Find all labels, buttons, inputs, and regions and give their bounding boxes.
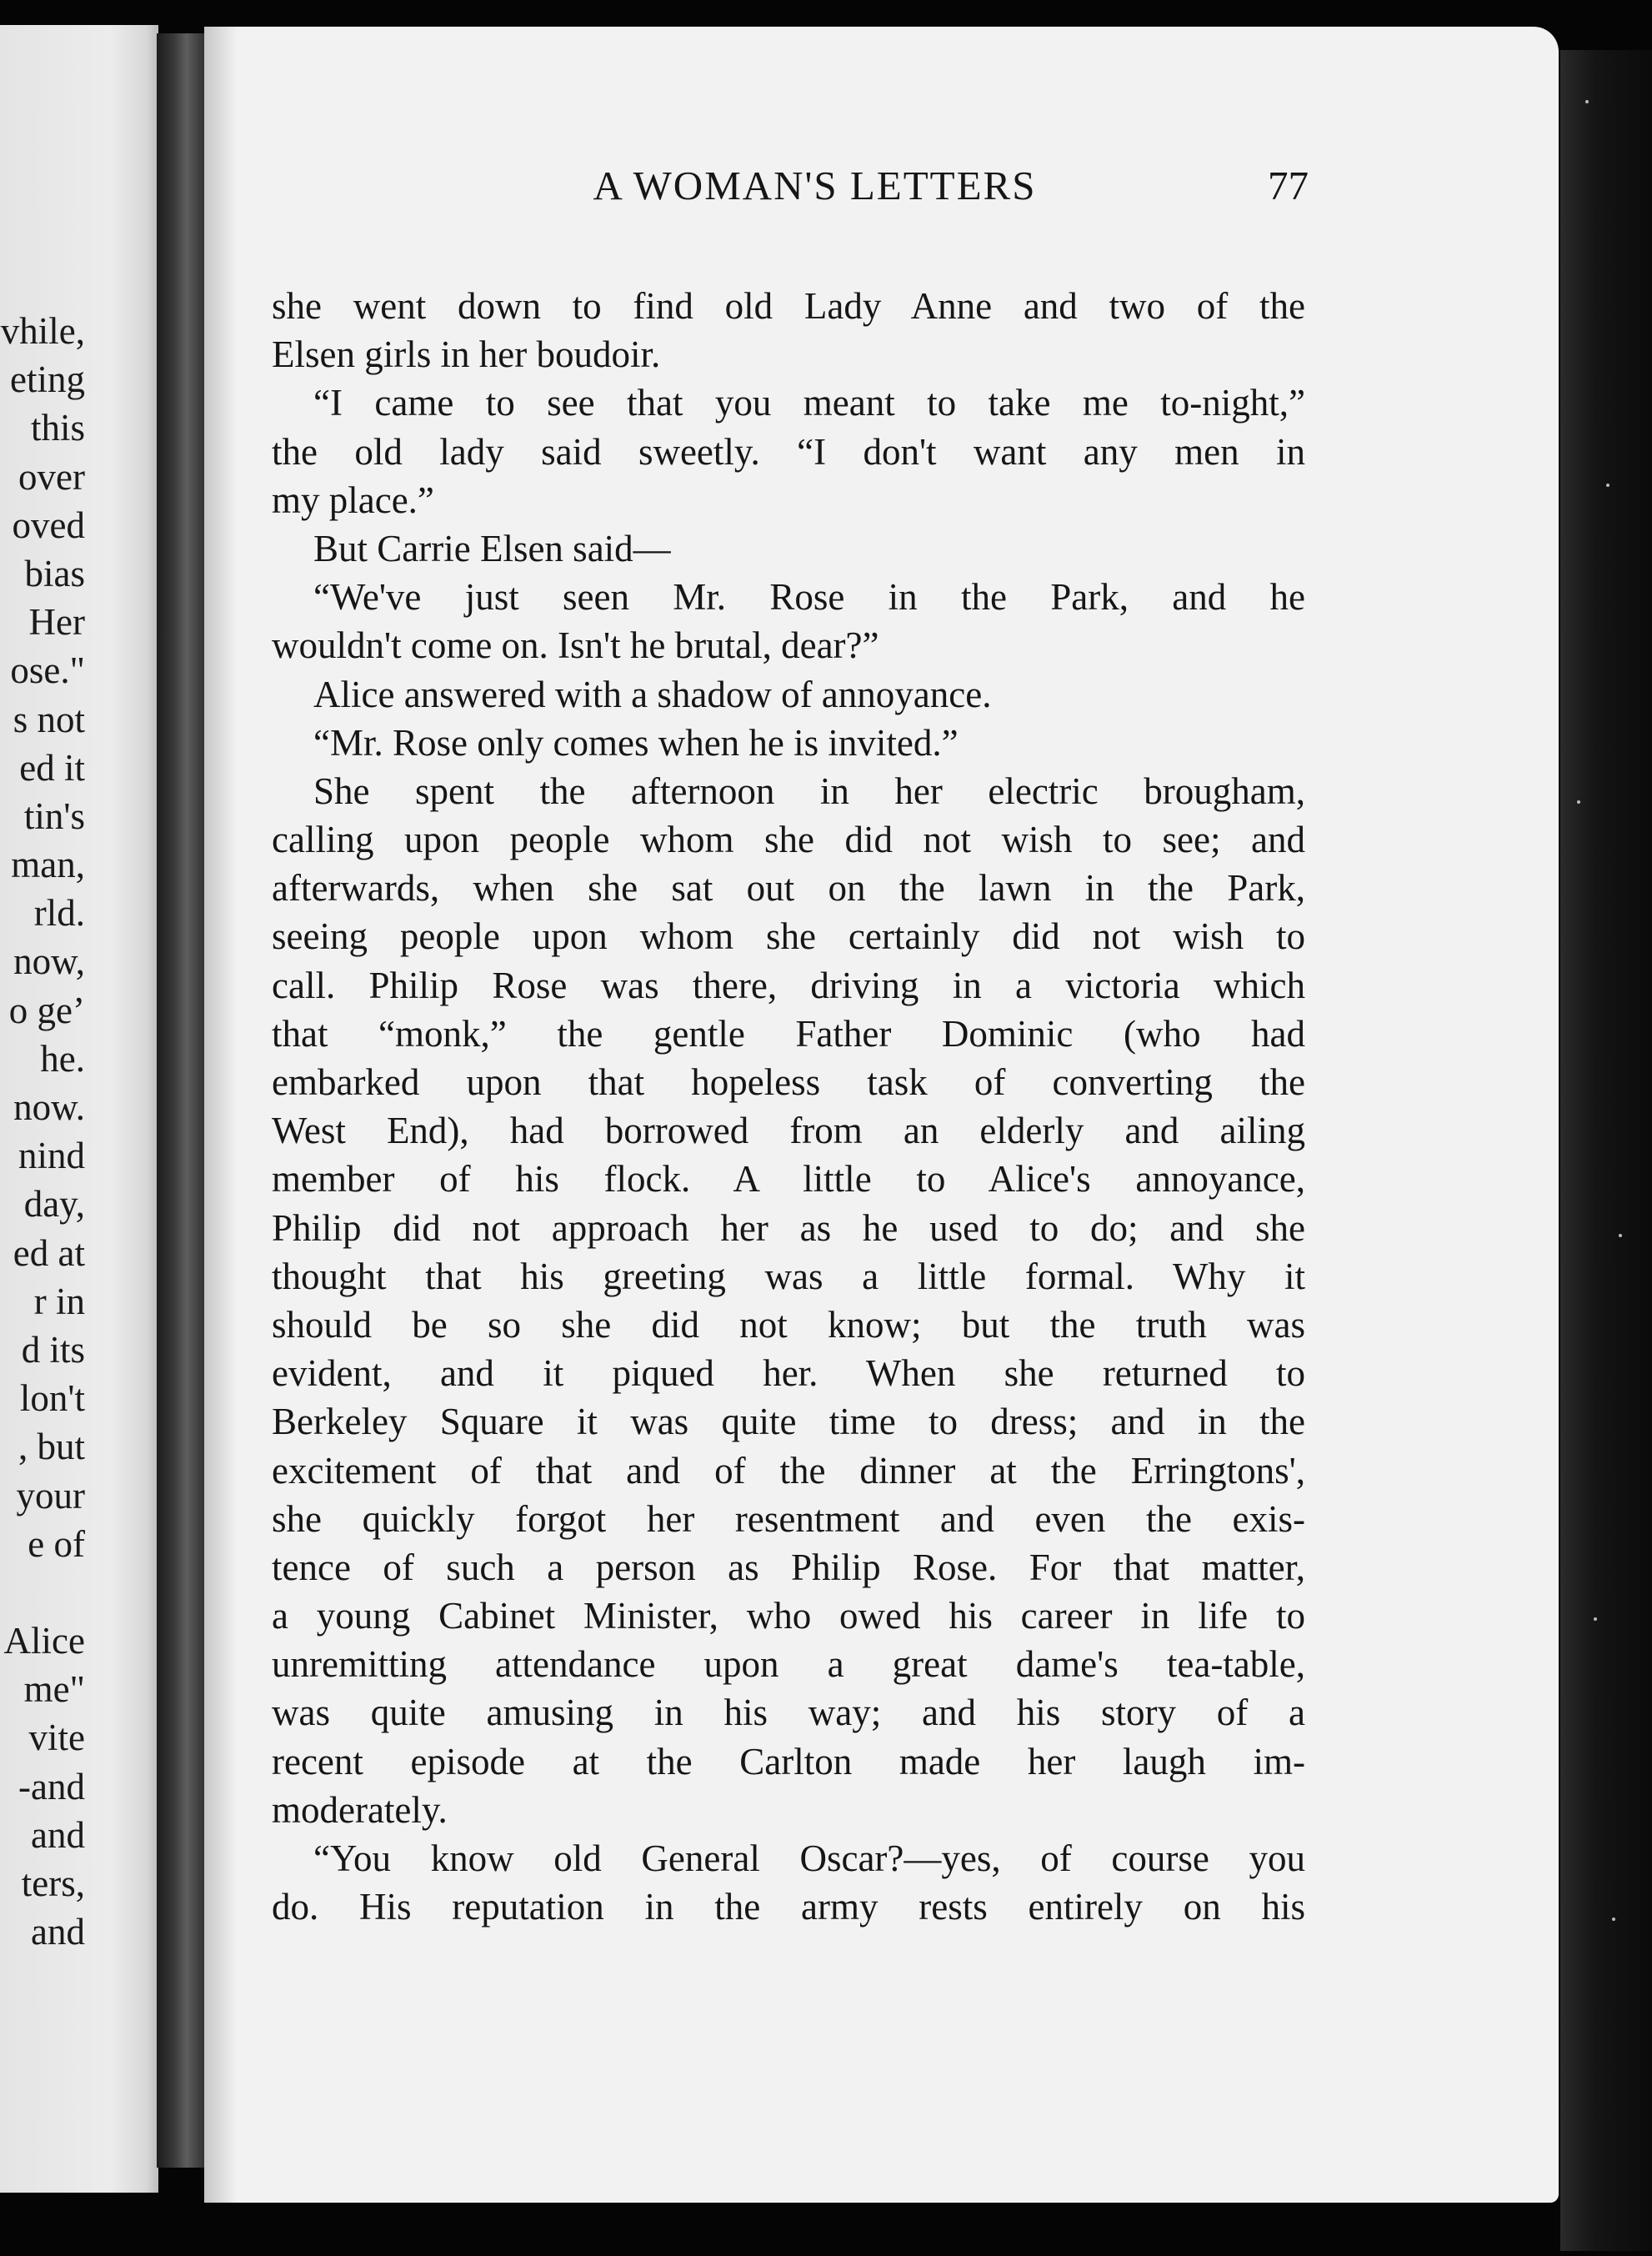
previous-page-fragment: me" <box>23 1668 85 1711</box>
running-title: A WOMAN'S LETTERS <box>593 163 1037 208</box>
previous-page-fragment: and <box>31 1813 85 1856</box>
previous-page-fragment: eting <box>10 358 85 401</box>
text-line: do. His reputation in the army rests entirely on his <box>272 1886 1305 1928</box>
text-line: was quite amusing in his way; and his story of a <box>272 1692 1305 1734</box>
text-line: thought that his greeting was a little formal. Why it <box>272 1255 1305 1297</box>
text-line: moderately. <box>272 1788 448 1831</box>
previous-page-fragment: this <box>30 407 85 449</box>
text-line: Elsen girls in her boudoir. <box>272 333 661 376</box>
text-line: calling upon people whom she did not wish to see; and <box>272 819 1305 861</box>
previous-page-fragment: -and <box>18 1765 85 1807</box>
previous-page-fragment: vite <box>28 1717 85 1759</box>
text-line: Philip did not approach her as he used to do; and she <box>272 1206 1305 1249</box>
previous-page-fragment: r in <box>33 1280 85 1322</box>
text-line: call. Philip Rose was there, driving in a victoria which <box>272 964 1305 1006</box>
previous-page-fragment: lon't <box>19 1377 85 1420</box>
previous-page-fragment: ose." <box>10 649 85 692</box>
previous-page-fragment: your <box>16 1474 85 1517</box>
text-line: “We've just seen Mr. Rose in the Park, and he <box>313 576 1305 619</box>
previous-page-fragment: oved <box>12 504 85 546</box>
previous-page-fragment: nind <box>18 1135 85 1177</box>
previous-page-fragment: d its <box>21 1328 85 1371</box>
previous-page-fragment: Alice <box>3 1620 85 1662</box>
previous-page-fragment: now, <box>13 940 85 983</box>
text-line: wouldn't come on. Isn't he brutal, dear?” <box>272 624 879 667</box>
text-line: “You know old General Oscar?—yes, of course you <box>313 1837 1305 1879</box>
previous-page-fragment: s not <box>13 698 85 740</box>
previous-page-edge <box>0 25 158 2193</box>
previous-page-fragment: over <box>18 455 85 498</box>
text-line: should be so she did not know; but the truth was <box>272 1303 1305 1346</box>
page-number: 77 <box>1268 163 1309 208</box>
text-line: Alice answered with a shadow of annoyance. <box>313 673 992 715</box>
previous-page-fragment: he. <box>40 1037 85 1080</box>
previous-page-fragment: rld. <box>33 892 85 935</box>
previous-page-fragment: e of <box>28 1522 85 1565</box>
previous-page-fragment: ed at <box>13 1231 85 1274</box>
text-line: recent episode at the Carlton made her laugh im- <box>272 1740 1305 1782</box>
previous-page-fragment: vhile, <box>0 310 85 352</box>
text-line: that “monk,” the gentle Father Dominic (who had <box>272 1012 1305 1055</box>
page-block-edge <box>1560 50 1652 2251</box>
text-line: member of his flock. A little to Alice's annoyance, <box>272 1158 1305 1201</box>
previous-page-fragment: now. <box>13 1086 85 1128</box>
text-line: my place.” <box>272 479 434 521</box>
text-line: “I came to see that you meant to take me to-night,” <box>313 382 1305 424</box>
text-line: she went down to find old Lady Anne and two of the <box>272 285 1305 327</box>
previous-page-fragment: , but <box>18 1426 85 1468</box>
previous-page-fragment: bias <box>24 552 85 594</box>
text-line: excitement of that and of the dinner at the Erringtons', <box>272 1449 1305 1491</box>
previous-page-fragment: Her <box>28 601 85 644</box>
text-line: tence of such a person as Philip Rose. For that matter, <box>272 1546 1305 1588</box>
text-line: evident, and it piqued her. When she returned to <box>272 1352 1305 1395</box>
body-text <box>272 282 1305 1931</box>
previous-page-fragment: o ge’ <box>8 989 85 1031</box>
book-gutter <box>157 33 207 2168</box>
previous-page-fragment <box>1 1568 85 1617</box>
previous-page-fragment: man, <box>11 844 85 886</box>
previous-page-line-fragments <box>1 307 85 1956</box>
text-line: seeing people upon whom she certainly did not wish to <box>272 915 1305 958</box>
text-line: embarked upon that hopeless task of converting the <box>272 1061 1305 1103</box>
previous-page-fragment: ters, <box>21 1862 85 1904</box>
text-line: “Mr. Rose only comes when he is invited.” <box>313 721 959 764</box>
text-line: she quickly forgot her resentment and even the exis- <box>272 1497 1305 1540</box>
text-line: She spent the afternoon in her electric brougham, <box>313 770 1305 812</box>
previous-page-fragment: tin's <box>23 795 85 837</box>
text-line: a young Cabinet Minister, who owed his career in life to <box>272 1595 1305 1637</box>
previous-page-fragment: day, <box>23 1183 85 1226</box>
text-line: unremitting attendance upon a great dame's tea-table, <box>272 1643 1305 1686</box>
running-head <box>321 162 1309 220</box>
previous-page-fragment: and <box>31 1911 85 1953</box>
text-line: Berkeley Square it was quite time to dress; and in the <box>272 1401 1305 1443</box>
text-line: But Carrie Elsen said— <box>313 527 671 569</box>
text-line: the old lady said sweetly. “I don't want any men in <box>272 430 1305 473</box>
text-line: afterwards, when she sat out on the lawn in the Park, <box>272 867 1305 910</box>
previous-page-fragment: ed it <box>19 746 85 789</box>
text-line: West End), had borrowed from an elderly and ailing <box>272 1110 1305 1152</box>
